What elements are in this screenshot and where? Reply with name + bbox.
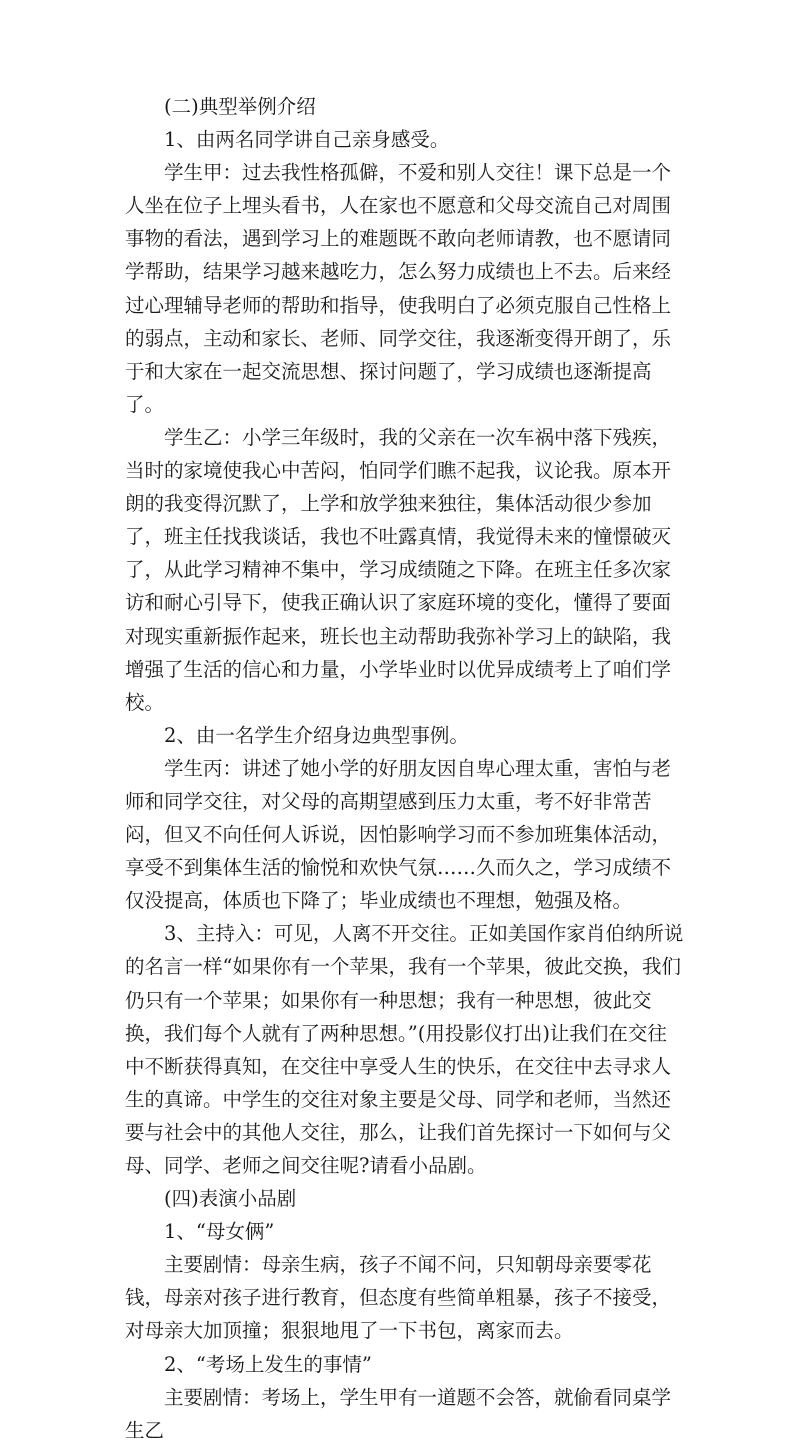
paragraph-student-a: 学生甲：过去我性格孤僻，不爱和别人交往！课下总是一个人坐在位子上埋头看书，人在家也不愿意和父母交流自己对周围事物的看法，遇到学习上的难题既不敢向老师请教，也不愿请同学帮助，结果学习越来越吃力，怎么努力成绩也上不去。后来经过心理辅导老师的帮助和指导，使我明白了必须克服自己性格上的弱点，主动和家长、老师、同学交往，我逐渐变得开朗了，乐于和大家在一起交流思想、探讨问题了，学习成绩也逐渐提高了。 <box>125 161 672 416</box>
skit-title-mother-daughter: 1、“母女俩” <box>164 1220 275 1244</box>
skit-title-exam-room: 2、“考场上发生的事情” <box>164 1352 372 1376</box>
paragraph-skit-plot-2: 主要剧情：考场上，学生甲有一道题不会答，就偷看同桌学生乙 <box>125 1385 672 1442</box>
paragraph-student-c: 学生丙：讲述了她小学的好朋友因自卑心理太重，害怕与老师和同学交往，对父母的高期望感到压力太重，考不好非常苦闷，但又不向任何人诉说，因怕影响学习而不参加班集体活动，享受不到集体生活的愉悦和欢快气氛……久而久之，学习成绩不仅没提高，体质也下降了；毕业成绩也不理想，勉强及格。 <box>125 756 672 913</box>
paragraph-host-remarks: 3、主持入：可见，人离不开交往。正如美国作家肖伯纳所说的名言一样“如果你有一个苹果，我有一个苹果，彼此交换，我们仍只有一个苹果；如果你有一种思想；我有一种思想，彼此交换，我们每个人就有了两种思想。”(用投影仪打出)让我们在交往中不断获得真知，在交往中享受人生的快乐，在交往中去寻求人生的真谛。中学生的交往对象主要是父母、同学和老师，当然还要与社会中的其他人交往，那么，让我们首先探讨一下如何与父母、同学、老师之间交往呢?请看小品剧。 <box>125 922 684 1177</box>
section-heading-typical-examples: (二)典型举例介绍 <box>164 95 316 118</box>
section-heading-skits: (四)表演小品剧 <box>164 1187 297 1211</box>
paragraph-skit-plot-1: 主要剧情：母亲生病，孩子不闻不问，只知朝母亲要零花钱，母亲对孩子进行教育，但态度有些简单粗暴，孩子不接受，对母亲大加顶撞；狠狠地甩了一下书包，离家而去。 <box>125 1253 672 1343</box>
item-heading-two-students: 1、由两名同学讲自己亲身感受。 <box>164 128 450 152</box>
item-heading-one-student: 2、由一名学生介绍身边典型事例。 <box>164 723 469 747</box>
document-body <box>125 90 685 1447</box>
paragraph-student-b: 学生乙：小学三年级时，我的父亲在一次车祸中落下残疾，当时的家境使我心中苦闷，怕同学们瞧不起我，议论我。原本开朗的我变得沉默了，上学和放学独来独往，集体活动很少参加了，班主任找我谈话，我也不吐露真情，我觉得未来的憧憬破灭了，从此学习精神不集中，学习成绩随之下降。在班主任多次家访和耐心引导下，使我正确认识了家庭环境的变化，懂得了要面对现实重新振作起来，班长也主动帮助我弥补学习上的缺陷，我增强了生活的信心和力量，小学毕业时以优异成绩考上了咱们学校。 <box>125 425 672 714</box>
